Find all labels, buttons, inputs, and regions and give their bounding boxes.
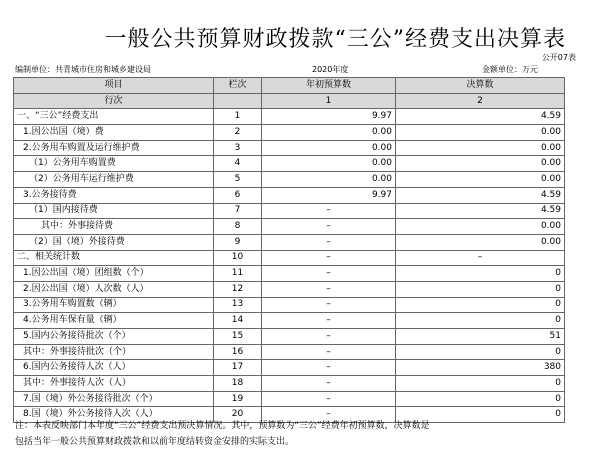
row-actual: 380 bbox=[396, 360, 565, 376]
table-row bbox=[14, 203, 565, 219]
footnote-line: 注：本表反映部门本年度“三公”经费支出预决算情况。其中，预算数为“三公”经费年初预算数，决算数是 bbox=[15, 421, 430, 431]
row-col-no: 2 bbox=[214, 125, 262, 141]
row-col-no: 18 bbox=[214, 376, 262, 392]
footnote bbox=[15, 418, 590, 450]
row-col-no: 7 bbox=[214, 203, 262, 219]
report-year: 2020年度 bbox=[312, 65, 349, 74]
row-actual: – bbox=[396, 250, 565, 266]
row-item: 2.因公出国（境）人次数（人） bbox=[14, 281, 214, 297]
table-row bbox=[14, 187, 565, 203]
row-actual: 0.00 bbox=[396, 125, 565, 141]
row-budget: – bbox=[262, 297, 396, 313]
footnote-line: 包括当年一般公共预算财政拨款和以前年度结转资金安排的实际支出。 bbox=[15, 437, 295, 447]
row-col-no: 6 bbox=[214, 187, 262, 203]
row-item: （1）国内接待费 bbox=[14, 203, 214, 219]
header-actual: 决算数 bbox=[396, 78, 565, 94]
row-budget: – bbox=[262, 376, 396, 392]
table-row bbox=[14, 281, 565, 297]
row-budget: – bbox=[262, 391, 396, 407]
row-item: 7.国（境）外公务接待批次（个） bbox=[14, 391, 214, 407]
row-item: 4.公务用车保有量（辆） bbox=[14, 313, 214, 329]
row-col-no: 17 bbox=[214, 360, 262, 376]
row-item: 3.公务用车购置数（辆） bbox=[14, 297, 214, 313]
row-budget: – bbox=[262, 203, 396, 219]
row-item: （2）公务用车运行维护费 bbox=[14, 172, 214, 188]
subheader-label: 行次 bbox=[14, 93, 214, 109]
row-col-no: 12 bbox=[214, 281, 262, 297]
table-row bbox=[14, 234, 565, 250]
row-budget: 0.00 bbox=[262, 156, 396, 172]
row-item: （2）国（境）外接待费 bbox=[14, 234, 214, 250]
row-budget: 0.00 bbox=[262, 172, 396, 188]
reporting-unit: 编制单位：共青城市住房和城乡建设局 bbox=[15, 65, 151, 74]
row-col-no: 13 bbox=[214, 297, 262, 313]
row-budget: – bbox=[262, 313, 396, 329]
table-row bbox=[14, 172, 565, 188]
row-budget: – bbox=[262, 407, 396, 423]
table-row bbox=[14, 391, 565, 407]
row-actual: 0 bbox=[396, 344, 565, 360]
row-col-no: 19 bbox=[214, 391, 262, 407]
row-col-no: 8 bbox=[214, 219, 262, 235]
row-budget: 9.97 bbox=[262, 109, 396, 125]
row-budget: 9.97 bbox=[262, 187, 396, 203]
table-row bbox=[14, 109, 565, 125]
row-actual: 0 bbox=[396, 391, 565, 407]
row-budget: – bbox=[262, 250, 396, 266]
row-item: 1.因公出国（境）团组数（个） bbox=[14, 266, 214, 282]
row-item: 1.因公出国（境）费 bbox=[14, 125, 214, 141]
row-col-no: 15 bbox=[214, 329, 262, 345]
row-col-no: 3 bbox=[214, 140, 262, 156]
table-row bbox=[14, 376, 565, 392]
row-actual: 0 bbox=[396, 297, 565, 313]
row-actual: 0 bbox=[396, 407, 565, 423]
form-code: 公开07表 bbox=[541, 53, 576, 62]
row-col-no: 9 bbox=[214, 234, 262, 250]
page-title: 一般公共预算财政拨款“三公”经费支出决算表 bbox=[104, 27, 566, 52]
row-actual: 0 bbox=[396, 313, 565, 329]
table-row bbox=[14, 266, 565, 282]
table-header-row bbox=[14, 78, 565, 94]
header-budget: 年初预算数 bbox=[262, 78, 396, 94]
table-row bbox=[14, 360, 565, 376]
row-item: 一、“三公”经费支出 bbox=[14, 109, 214, 125]
row-budget: – bbox=[262, 329, 396, 345]
row-col-no: 14 bbox=[214, 313, 262, 329]
row-actual: 0 bbox=[396, 266, 565, 282]
row-budget: – bbox=[262, 360, 396, 376]
expense-table bbox=[13, 77, 565, 423]
row-budget: – bbox=[262, 219, 396, 235]
table-row bbox=[14, 297, 565, 313]
row-actual: 4.59 bbox=[396, 203, 565, 219]
table-row bbox=[14, 125, 565, 141]
row-item: 3.公务接待费 bbox=[14, 187, 214, 203]
row-actual: 0.00 bbox=[396, 156, 565, 172]
table-subheader-row bbox=[14, 93, 565, 109]
amount-unit: 金额单位：万元 bbox=[482, 65, 538, 74]
row-actual: 0.00 bbox=[396, 172, 565, 188]
header-col-no: 栏次 bbox=[214, 78, 262, 94]
table-row bbox=[14, 219, 565, 235]
row-actual: 51 bbox=[396, 329, 565, 345]
row-col-no: 10 bbox=[214, 250, 262, 266]
table-row bbox=[14, 140, 565, 156]
row-item: 二、相关统计数 bbox=[14, 250, 214, 266]
row-item: 2.公务用车购置及运行维护费 bbox=[14, 140, 214, 156]
row-col-no: 1 bbox=[214, 109, 262, 125]
subheader-actual: 2 bbox=[396, 93, 565, 109]
row-budget: – bbox=[262, 266, 396, 282]
row-item: 其中：外事接待费 bbox=[14, 219, 214, 235]
row-budget: 0.00 bbox=[262, 125, 396, 141]
row-item: （1）公务用车购置费 bbox=[14, 156, 214, 172]
row-actual: 0.00 bbox=[396, 234, 565, 250]
row-item: 其中：外事接待批次（个） bbox=[14, 344, 214, 360]
row-actual: 0.00 bbox=[396, 219, 565, 235]
subheader-budget: 1 bbox=[262, 93, 396, 109]
row-budget: 0.00 bbox=[262, 140, 396, 156]
table-row bbox=[14, 156, 565, 172]
row-item: 其中：外事接待人次（人） bbox=[14, 376, 214, 392]
row-item: 6.国内公务接待人次（人） bbox=[14, 360, 214, 376]
table-row bbox=[14, 344, 565, 360]
row-actual: 4.59 bbox=[396, 187, 565, 203]
row-item: 8.国（境）外公务接待人次（人） bbox=[14, 407, 214, 423]
table-row bbox=[14, 313, 565, 329]
row-actual: 0.00 bbox=[396, 140, 565, 156]
header-item: 项目 bbox=[14, 78, 214, 94]
row-actual: 0 bbox=[396, 281, 565, 297]
row-col-no: 4 bbox=[214, 156, 262, 172]
table-row bbox=[14, 250, 565, 266]
row-actual: 4.59 bbox=[396, 109, 565, 125]
row-budget: – bbox=[262, 234, 396, 250]
table-row bbox=[14, 329, 565, 345]
row-item: 5.国内公务接待批次（个） bbox=[14, 329, 214, 345]
row-col-no: 11 bbox=[214, 266, 262, 282]
row-col-no: 5 bbox=[214, 172, 262, 188]
row-col-no: 16 bbox=[214, 344, 262, 360]
row-col-no: 20 bbox=[214, 407, 262, 423]
subheader-empty bbox=[214, 93, 262, 109]
row-actual: 0 bbox=[396, 376, 565, 392]
row-budget: – bbox=[262, 344, 396, 360]
row-budget: – bbox=[262, 281, 396, 297]
